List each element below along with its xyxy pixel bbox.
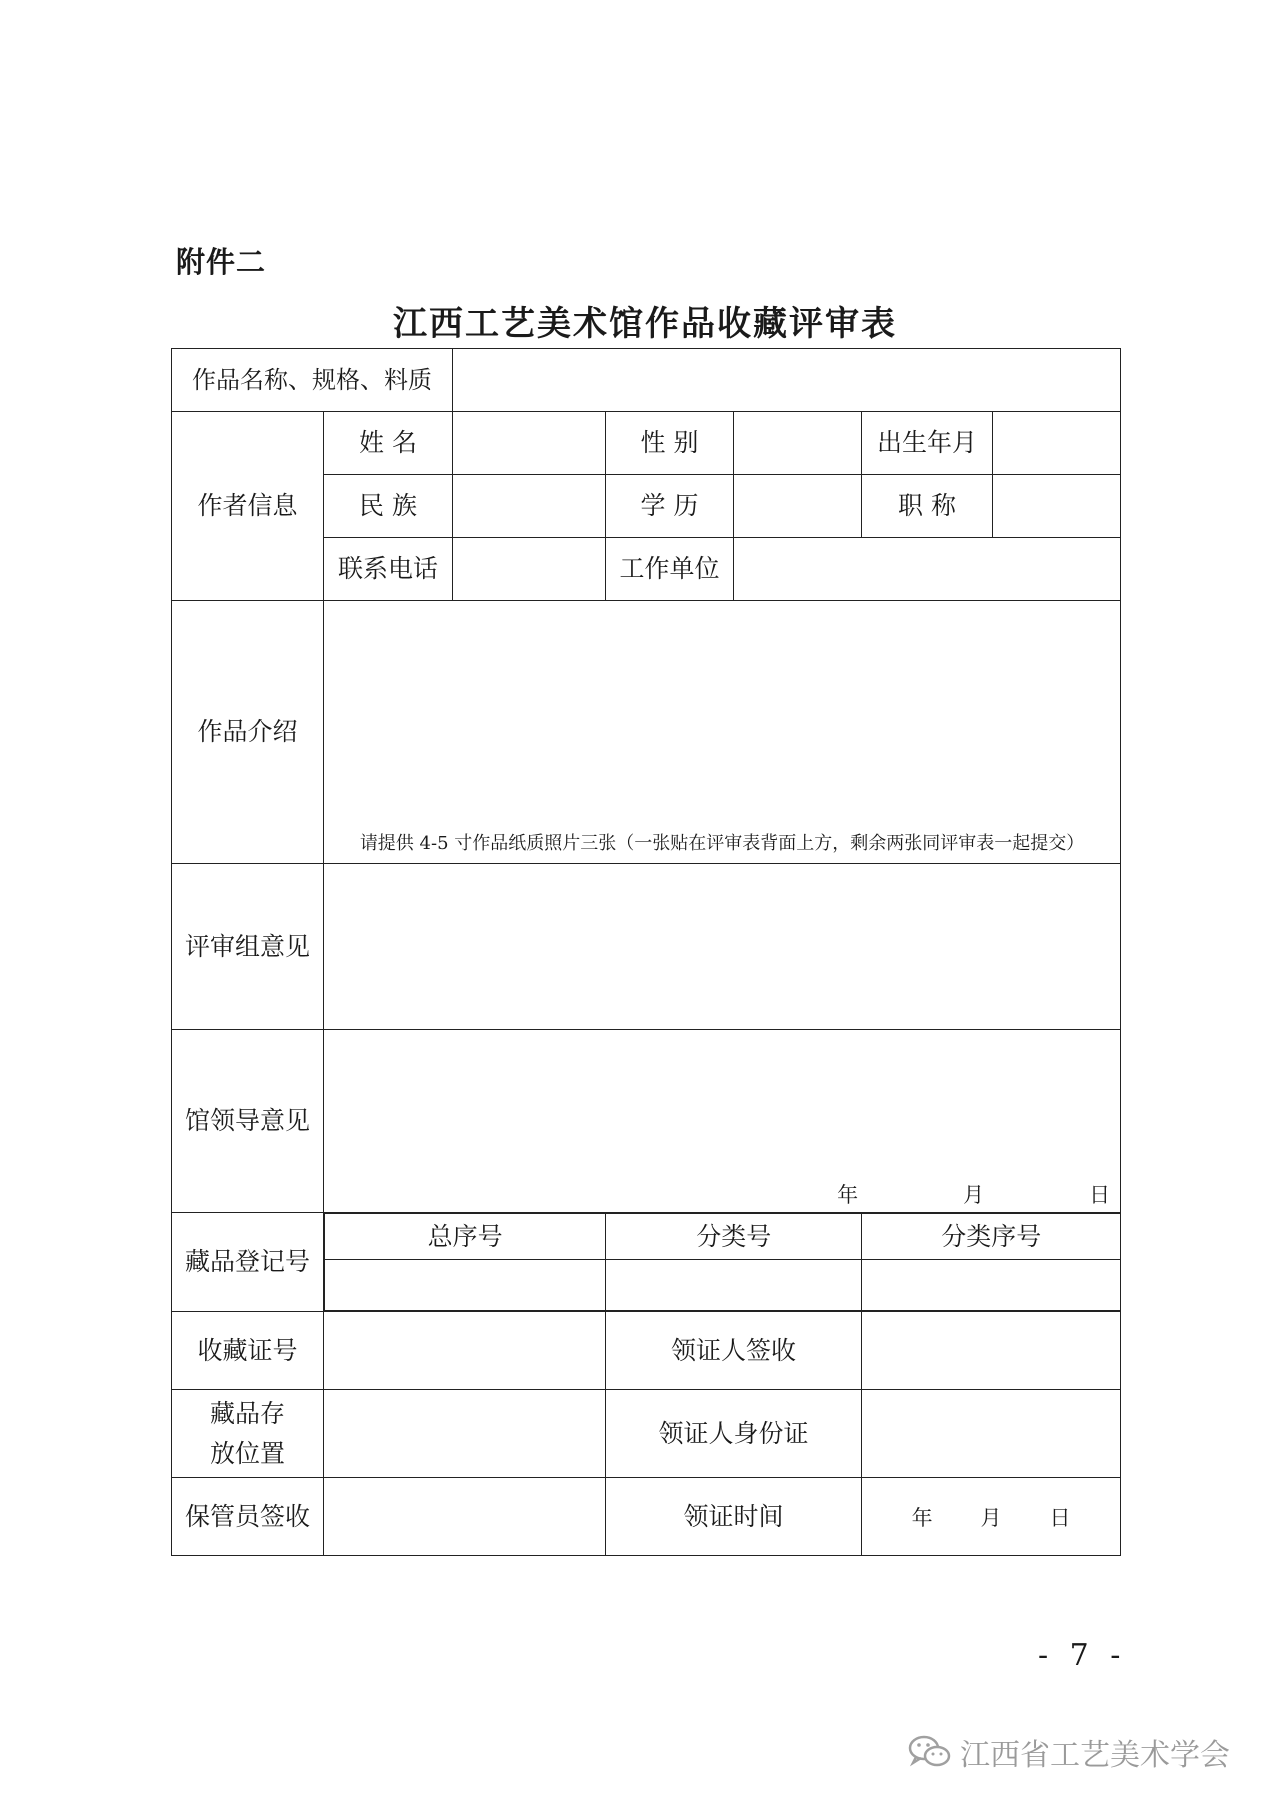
page-number: - 7 - — [1038, 1638, 1127, 1673]
recipient-sign-label: 领证人签收 — [606, 1312, 862, 1390]
recipient-id-label: 领证人身份证 — [606, 1390, 862, 1478]
registry-subgrid — [324, 1213, 1120, 1311]
category-no-field[interactable] — [606, 1260, 862, 1311]
leader-date — [324, 1182, 1120, 1212]
registry-label: 藏品登记号 — [172, 1213, 324, 1312]
cert-time-label: 领证时间 — [606, 1478, 862, 1556]
review-opinion-field[interactable] — [324, 864, 1121, 1030]
cert-time-field[interactable] — [862, 1478, 1121, 1556]
gender-field[interactable] — [734, 412, 862, 475]
wechat-icon — [908, 1734, 952, 1770]
workplace-label: 工作单位 — [606, 538, 734, 601]
total-no-label: 总序号 — [325, 1214, 606, 1260]
registry-grid — [324, 1213, 1121, 1312]
birth-label: 出生年月 — [862, 412, 993, 475]
ethnicity-field[interactable] — [453, 475, 606, 538]
cert-date-month: 月 — [980, 1505, 1002, 1530]
cert-date-day: 日 — [1049, 1505, 1071, 1530]
gender-label: 性 别 — [606, 412, 734, 475]
work-name-label: 作品名称、规格、料质 — [172, 349, 453, 412]
job-title-field[interactable] — [993, 475, 1121, 538]
leader-opinion-label: 馆领导意见 — [172, 1030, 324, 1213]
leader-opinion-field[interactable] — [324, 1030, 1121, 1213]
leader-date-day: 日 — [1089, 1182, 1111, 1207]
workplace-field[interactable] — [734, 538, 1121, 601]
recipient-id-field[interactable] — [862, 1390, 1121, 1478]
intro-field[interactable] — [324, 601, 1121, 864]
storage-label-line-2: 放位置 — [209, 1438, 285, 1468]
job-title-label: 职 称 — [862, 475, 993, 538]
phone-label: 联系电话 — [324, 538, 453, 601]
review-form-table — [171, 348, 1121, 1556]
watermark — [908, 1730, 1230, 1774]
keeper-sign-label: 保管员签收 — [172, 1478, 324, 1556]
leader-date-month: 月 — [963, 1182, 985, 1207]
storage-label — [172, 1390, 324, 1478]
name-field[interactable] — [453, 412, 606, 475]
education-label: 学 历 — [606, 475, 734, 538]
category-seq-field[interactable] — [862, 1260, 1120, 1311]
keeper-sign-field[interactable] — [324, 1478, 606, 1556]
attachment-label: 附件二 — [176, 245, 267, 279]
recipient-sign-field[interactable] — [862, 1312, 1121, 1390]
total-no-field[interactable] — [325, 1260, 606, 1311]
birth-field[interactable] — [993, 412, 1121, 475]
cert-no-field[interactable] — [324, 1312, 606, 1390]
cert-no-label: 收藏证号 — [172, 1312, 324, 1390]
intro-label: 作品介绍 — [172, 601, 324, 864]
work-name-field[interactable] — [453, 349, 1121, 412]
watermark-text: 江西省工艺美术学会 — [960, 1738, 1230, 1773]
review-opinion-label: 评审组意见 — [172, 864, 324, 1030]
storage-label-line-1: 藏品存 — [209, 1399, 285, 1429]
ethnicity-label: 民 族 — [324, 475, 453, 538]
education-field[interactable] — [734, 475, 862, 538]
category-seq-label: 分类序号 — [862, 1214, 1120, 1260]
author-info-label: 作者信息 — [172, 412, 324, 601]
phone-field[interactable] — [453, 538, 606, 601]
name-label: 姓 名 — [324, 412, 453, 475]
cert-date-year: 年 — [911, 1505, 933, 1530]
form-title: 江西工艺美术馆作品收藏评审表 — [393, 304, 897, 344]
photo-note: 请提供 4-5 寸作品纸质照片三张（一张贴在评审表背面上方，剩余两张同评审表一起提交） — [359, 833, 1085, 854]
category-no-label: 分类号 — [606, 1214, 862, 1260]
storage-field[interactable] — [324, 1390, 606, 1478]
leader-date-year: 年 — [837, 1182, 859, 1207]
